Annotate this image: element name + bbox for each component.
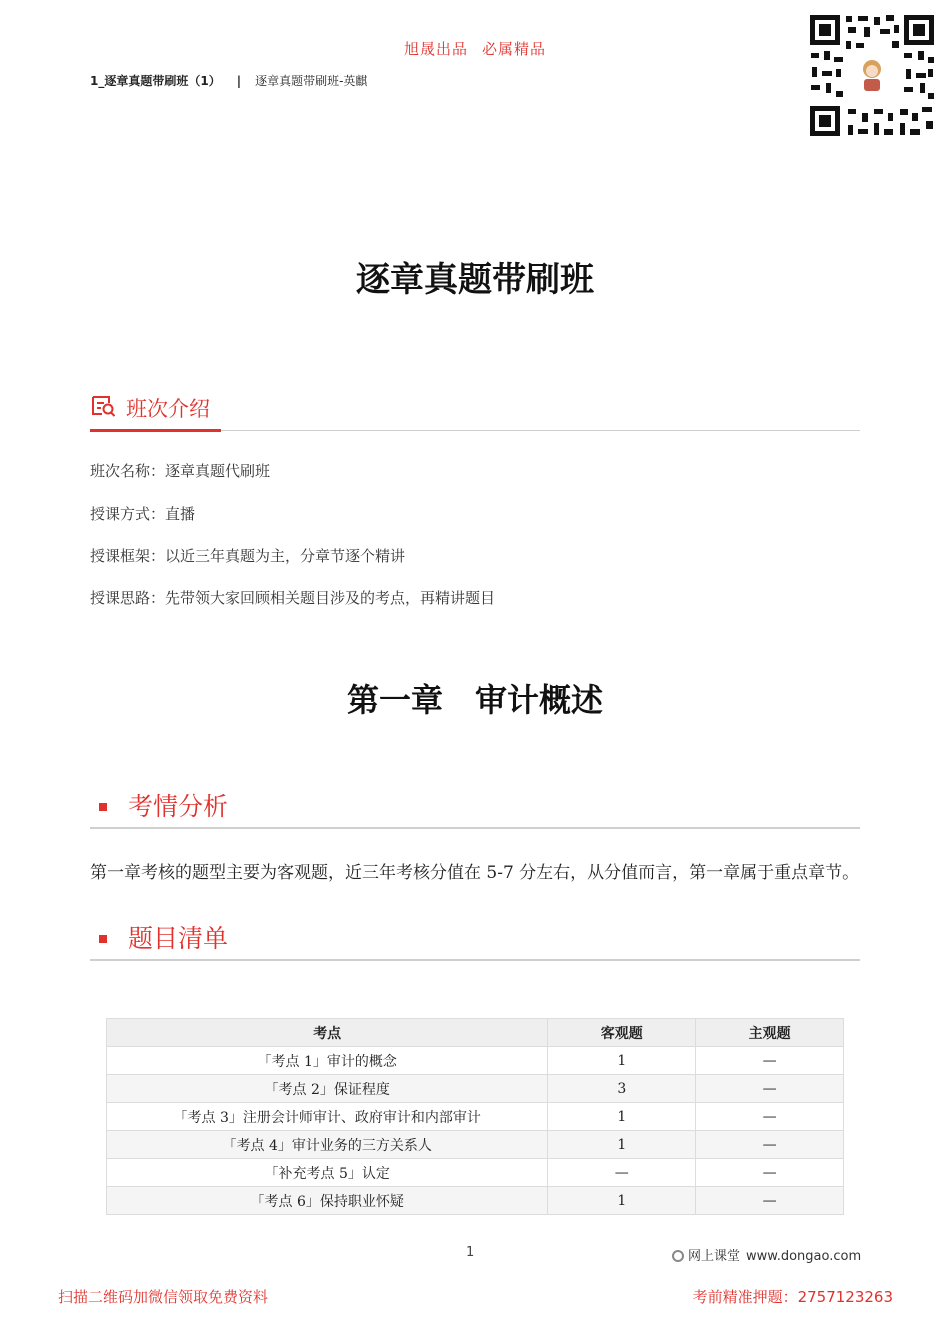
table-row <box>107 1131 844 1159</box>
cell-point: 「考点 4」审计业务的三方关系人 <box>107 1131 548 1159</box>
site-name: 网上课堂 <box>688 1249 741 1264</box>
cell-point: 「考点 2」保证程度 <box>107 1075 548 1103</box>
cell-subjective: — <box>696 1131 844 1159</box>
question-list-heading: 题目清单 <box>128 924 229 953</box>
qr-code-image <box>808 13 936 138</box>
table-row <box>107 1047 844 1075</box>
top-banner-right: 必属精品 <box>482 40 547 58</box>
intro-section-header <box>90 390 860 431</box>
square-bullet-icon <box>99 803 107 811</box>
question-list-section-header <box>90 917 860 961</box>
teaching-method-line: 授课方式：直播 <box>90 505 196 523</box>
cell-objective: 1 <box>548 1131 696 1159</box>
dongao-logo-icon <box>672 1250 684 1262</box>
cell-point: 「补充考点 5」认定 <box>107 1159 548 1187</box>
chapter-title: 第一章 审计概述 <box>346 681 603 719</box>
column-header-objective: 客观题 <box>548 1019 696 1047</box>
question-list-table <box>106 1018 844 1215</box>
cell-objective: 1 <box>548 1103 696 1131</box>
cell-objective: 3 <box>548 1075 696 1103</box>
cell-subjective: — <box>696 1047 844 1075</box>
header-subtitle: 逐章真题带刷班-英麒 <box>255 74 368 88</box>
teaching-framework-line: 授课框架：以近三年真题为主，分章节逐个精讲 <box>90 547 406 565</box>
cell-point: 「考点 1」审计的概念 <box>107 1047 548 1075</box>
analysis-section-header <box>90 785 860 829</box>
cell-objective: 1 <box>548 1187 696 1215</box>
footer-promo-left: 扫描二维码加微信领取免费资料 <box>58 1288 269 1306</box>
page-title: 逐章真题带刷班 <box>356 260 594 300</box>
cell-subjective: — <box>696 1159 844 1187</box>
document-search-icon <box>90 394 116 418</box>
table-row <box>107 1187 844 1215</box>
class-name-line: 班次名称：逐章真题代刷班 <box>90 462 271 480</box>
table-row <box>107 1075 844 1103</box>
square-bullet-icon <box>99 935 107 943</box>
table-header-row <box>107 1019 844 1047</box>
cell-objective: 1 <box>548 1047 696 1075</box>
header-separator: | <box>236 74 242 88</box>
page-number: 1 <box>466 1245 475 1260</box>
header-course: 1_逐章真题带刷班（1） <box>90 74 221 88</box>
footer-promo-right: 考前精准押题：2757123263 <box>692 1288 893 1306</box>
analysis-heading: 考情分析 <box>128 792 229 821</box>
intro-heading: 班次介绍 <box>126 397 210 421</box>
column-header-subjective: 主观题 <box>696 1019 844 1047</box>
teaching-approach-line: 授课思路：先带领大家回顾相关题目涉及的考点，再精讲题目 <box>90 589 496 607</box>
site-brand <box>672 1245 861 1264</box>
cell-point: 「考点 3」注册会计师审计、政府审计和内部审计 <box>107 1103 548 1131</box>
heading-accent-bar <box>90 429 221 432</box>
top-banner-left: 旭晟出品 <box>403 40 468 58</box>
cell-subjective: — <box>696 1103 844 1131</box>
cell-point: 「考点 6」保持职业怀疑 <box>107 1187 548 1215</box>
site-url[interactable]: www.dongao.com <box>746 1249 862 1264</box>
cell-subjective: — <box>696 1187 844 1215</box>
analysis-paragraph: 第一章考核的题型主要为客观题，近三年考核分值在 5-7 分左右，从分值而言，第一章属于重点章节。 <box>90 863 860 883</box>
cell-objective: — <box>548 1159 696 1187</box>
cell-subjective: — <box>696 1075 844 1103</box>
table-row <box>107 1103 844 1131</box>
column-header-point: 考点 <box>107 1019 548 1047</box>
table-row <box>107 1159 844 1187</box>
running-header <box>90 72 367 89</box>
